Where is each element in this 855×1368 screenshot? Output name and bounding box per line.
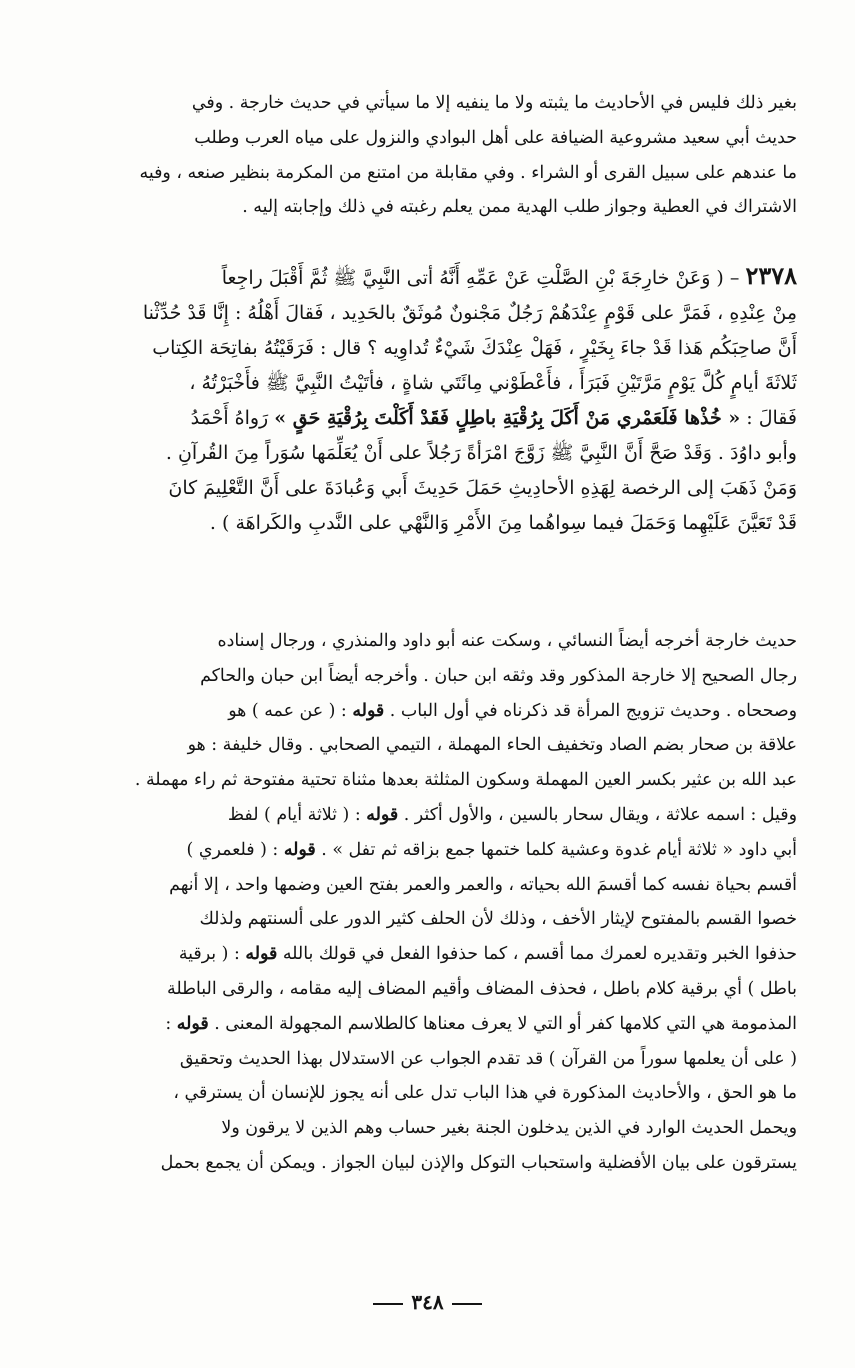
text-line [22,401,797,436]
text-line: وأبو داوُدَ . وَقَدْ صَحَّ أَنَّ النَّبِيَّ ﷺ زَوَّجَ امْرَأةً رَجُلاً على أَنْ يُعَلِّمَها سُوَراً مِنَ القُرآنِ . [165,442,797,464]
qawluh-marker: قوله [352,700,385,721]
text-line: باطل ) أي برقية كلام باطل ، فحذف المضاف وأقيم المضاف إليه مقامه ، والرقى الباطلة [167,978,797,999]
text-line: ويحمل الحديث الوارد في الذين يدخلون الجنة بغير حساب وهم الذين لا يرقون ولا [221,1118,797,1139]
commentary-top [22,86,797,248]
prophetic-saying: « خُذْها فَلَعَمْري مَنْ أَكَلَ بِرُقْيَةِ باطِلٍ فَقَدْ أَكَلْتَ بِرُقْيَةِ حَقٍ » [274,407,741,429]
text-line [22,694,797,729]
hadith-line-1: – ( وَعَنْ خارِجَةَ بْنِ الصَّلْتِ عَنْ عَمِّهِ أَنَّهُ أتى النَّبِيَّ ﷺ ثُمَّ أَقْبَلَ راجِعاً [221,267,746,289]
text-line [22,937,797,972]
line-text: أبي داود « ثلاثة أيام غدوة وعشية كلما ختمها جمع بزاقه ثم تفل » . [315,839,797,860]
divider [452,1303,482,1305]
text-line [22,258,797,296]
line-text: وصححاه . وحديث تزويج المرأة قد ذكرناه في أول الباب . [384,700,797,721]
line-text: : ( برقية [178,944,246,965]
text-line: الاشتراك في العطية وجواز طلب الهدية ممن يعلم رغبته في ذلك وإجابته إليه . [242,197,797,218]
text-line: رجال الصحيح إلا خارجة المذكور وقد وثقه ابن حبان . وأخرجه أيضاً ابن حبان والحاكم [200,665,797,686]
line-text: حذفوا الخبر وتقديره لعمرك مما أقسم ، كما حذفوا الفعل في قولك بالله [277,944,797,965]
hadith-line-5-start: فَقالَ : [740,407,797,429]
hadith-text [22,258,797,610]
text-line [22,1007,797,1042]
text-line: ما هو الحق ، والأحاديث المذكورة في هذا الباب تدل على أنه يجوز للإنسان أن يسترقي ، [173,1083,797,1104]
page-footer [0,1290,855,1314]
text-line [22,833,797,868]
text-line: أَنَّ صاحِبَكُم هَذا قَدْ جاءَ بِخَيْرٍ ، فَهَلْ عِنْدَكَ شَيْءٌ تُداوِيه ؟ قال : فَرَقَيْتُهُ بفاتِحَة الكِتاب [152,337,797,359]
text-line: قَدْ تَعَيَّنَ عَلَيْهِما وَحَمَلَ فيما سِواهُما مِنَ الأَمْرِ وَالنَّهْي على النَّدبِ والكَراهَة ) . [209,512,797,534]
text-line: علاقة بن صحار بضم الصاد وتخفيف الحاء المهملة ، التيمي الصحابي . وقال خليفة : هو [187,735,797,756]
qawluh-marker: قوله [366,804,399,825]
text-line: خصوا القسم بالمفتوح لإيثار الأخف ، وذلك لأن الحلف كثير الدور على ألسنتهم ولذلك [199,909,797,930]
text-line: وَمَنْ ذَهَبَ إلى الرخصة لِهَذِهِ الأحادِيثِ حَمَلَ حَدِيثَ أَبي وَعُبادَةَ على أَنَّ التَّعْلِيمَ كانَ [168,477,797,499]
line-text: المذمومة هي التي كلامها كفر أو التي لا يعرف معناها كالطلاسم المجهولة المعنى . [208,1013,797,1034]
qawluh-marker: قوله [245,944,278,965]
qawluh-marker: قوله [176,1013,209,1034]
text-line [22,798,797,833]
text-line: أقسم بحياة نفسه كما أقسمَ الله بحياته ، والعمر والعمر بفتح العين وضمها واحد ، إلا أنهم [169,874,797,895]
hadith-number: ٢٣٧٨ [745,261,797,290]
text-line: حديث خارجة أخرجه أيضاً النسائي ، وسكت عنه أبو داود والمنذري ، ورجال إسناده [217,631,797,651]
text-line: عبد الله بن عثير بكسر العين المهملة وسكون المثلثة بعدها مثناة تحتية مفتوحة ثم راء مهملة . [134,770,797,791]
text-line: ثَلاثَةَ أيامٍ كُلَّ يَوْمٍ مَرَّتَيْنِ فَبَرَأَ ، فأَعْطَوْني مِائَتَي شاةٍ ، فأتَيْتُ النَّبِيَّ ﷺ فأَخْبَرْتُهُ ، [189,372,797,394]
text-line: ( على أن يعلمها سوراً من القرآن ) قد تقدم الجواب عن الاستدلال بهذا الحديث وتحقيق [179,1048,797,1069]
text-line: ما عندهم على سبيل القرى أو الشراء . وفي مقابلة من امتنع من المكرمة بنظير صنعه ، وفيه [139,162,797,183]
page-number: ٣٤٨ [411,1290,444,1314]
line-text: وقيل : اسمه علاثة ، ويقال سحار بالسين ، والأول أكثر . [398,804,797,825]
line-text: : ( فلعمري ) [186,839,284,860]
line-text: : ( ثلاثة أيام ) لفظ [227,804,367,825]
hadith-line-5-end: رَواهُ أَحْمَدُ [190,407,275,429]
divider [373,1303,403,1305]
text-line: يسترقون على بيان الأفضلية واستحباب التوكل والإذن لبيان الجواز . ويمكن أن يجمع بحمل [160,1152,797,1173]
line-text: : ( عن عمه ) هو [228,700,353,721]
text-line: حديث أبي سعيد مشروعية الضيافة على أهل البوادي والنزول على مياه العرب وطلب [194,127,797,148]
commentary-bottom [22,624,797,1254]
text-line: مِنْ عِنْدِهِ ، فَمَرَّ على قَوْمٍ عِنْدَهُمْ رَجُلٌ مَجْنونٌ مُوثَقٌ بالحَدِيد ، فَقالَ أَهْلُهُ : إِنَّا قَدْ حُدِّثْنا [142,302,797,324]
line-text: : [165,1013,177,1034]
text-line: بغير ذلك فليس في الأحاديث ما يثبته ولا ما ينفيه إلا ما سيأتي في حديث خارجة . وفي [191,93,797,113]
qawluh-marker: قوله [283,839,316,860]
